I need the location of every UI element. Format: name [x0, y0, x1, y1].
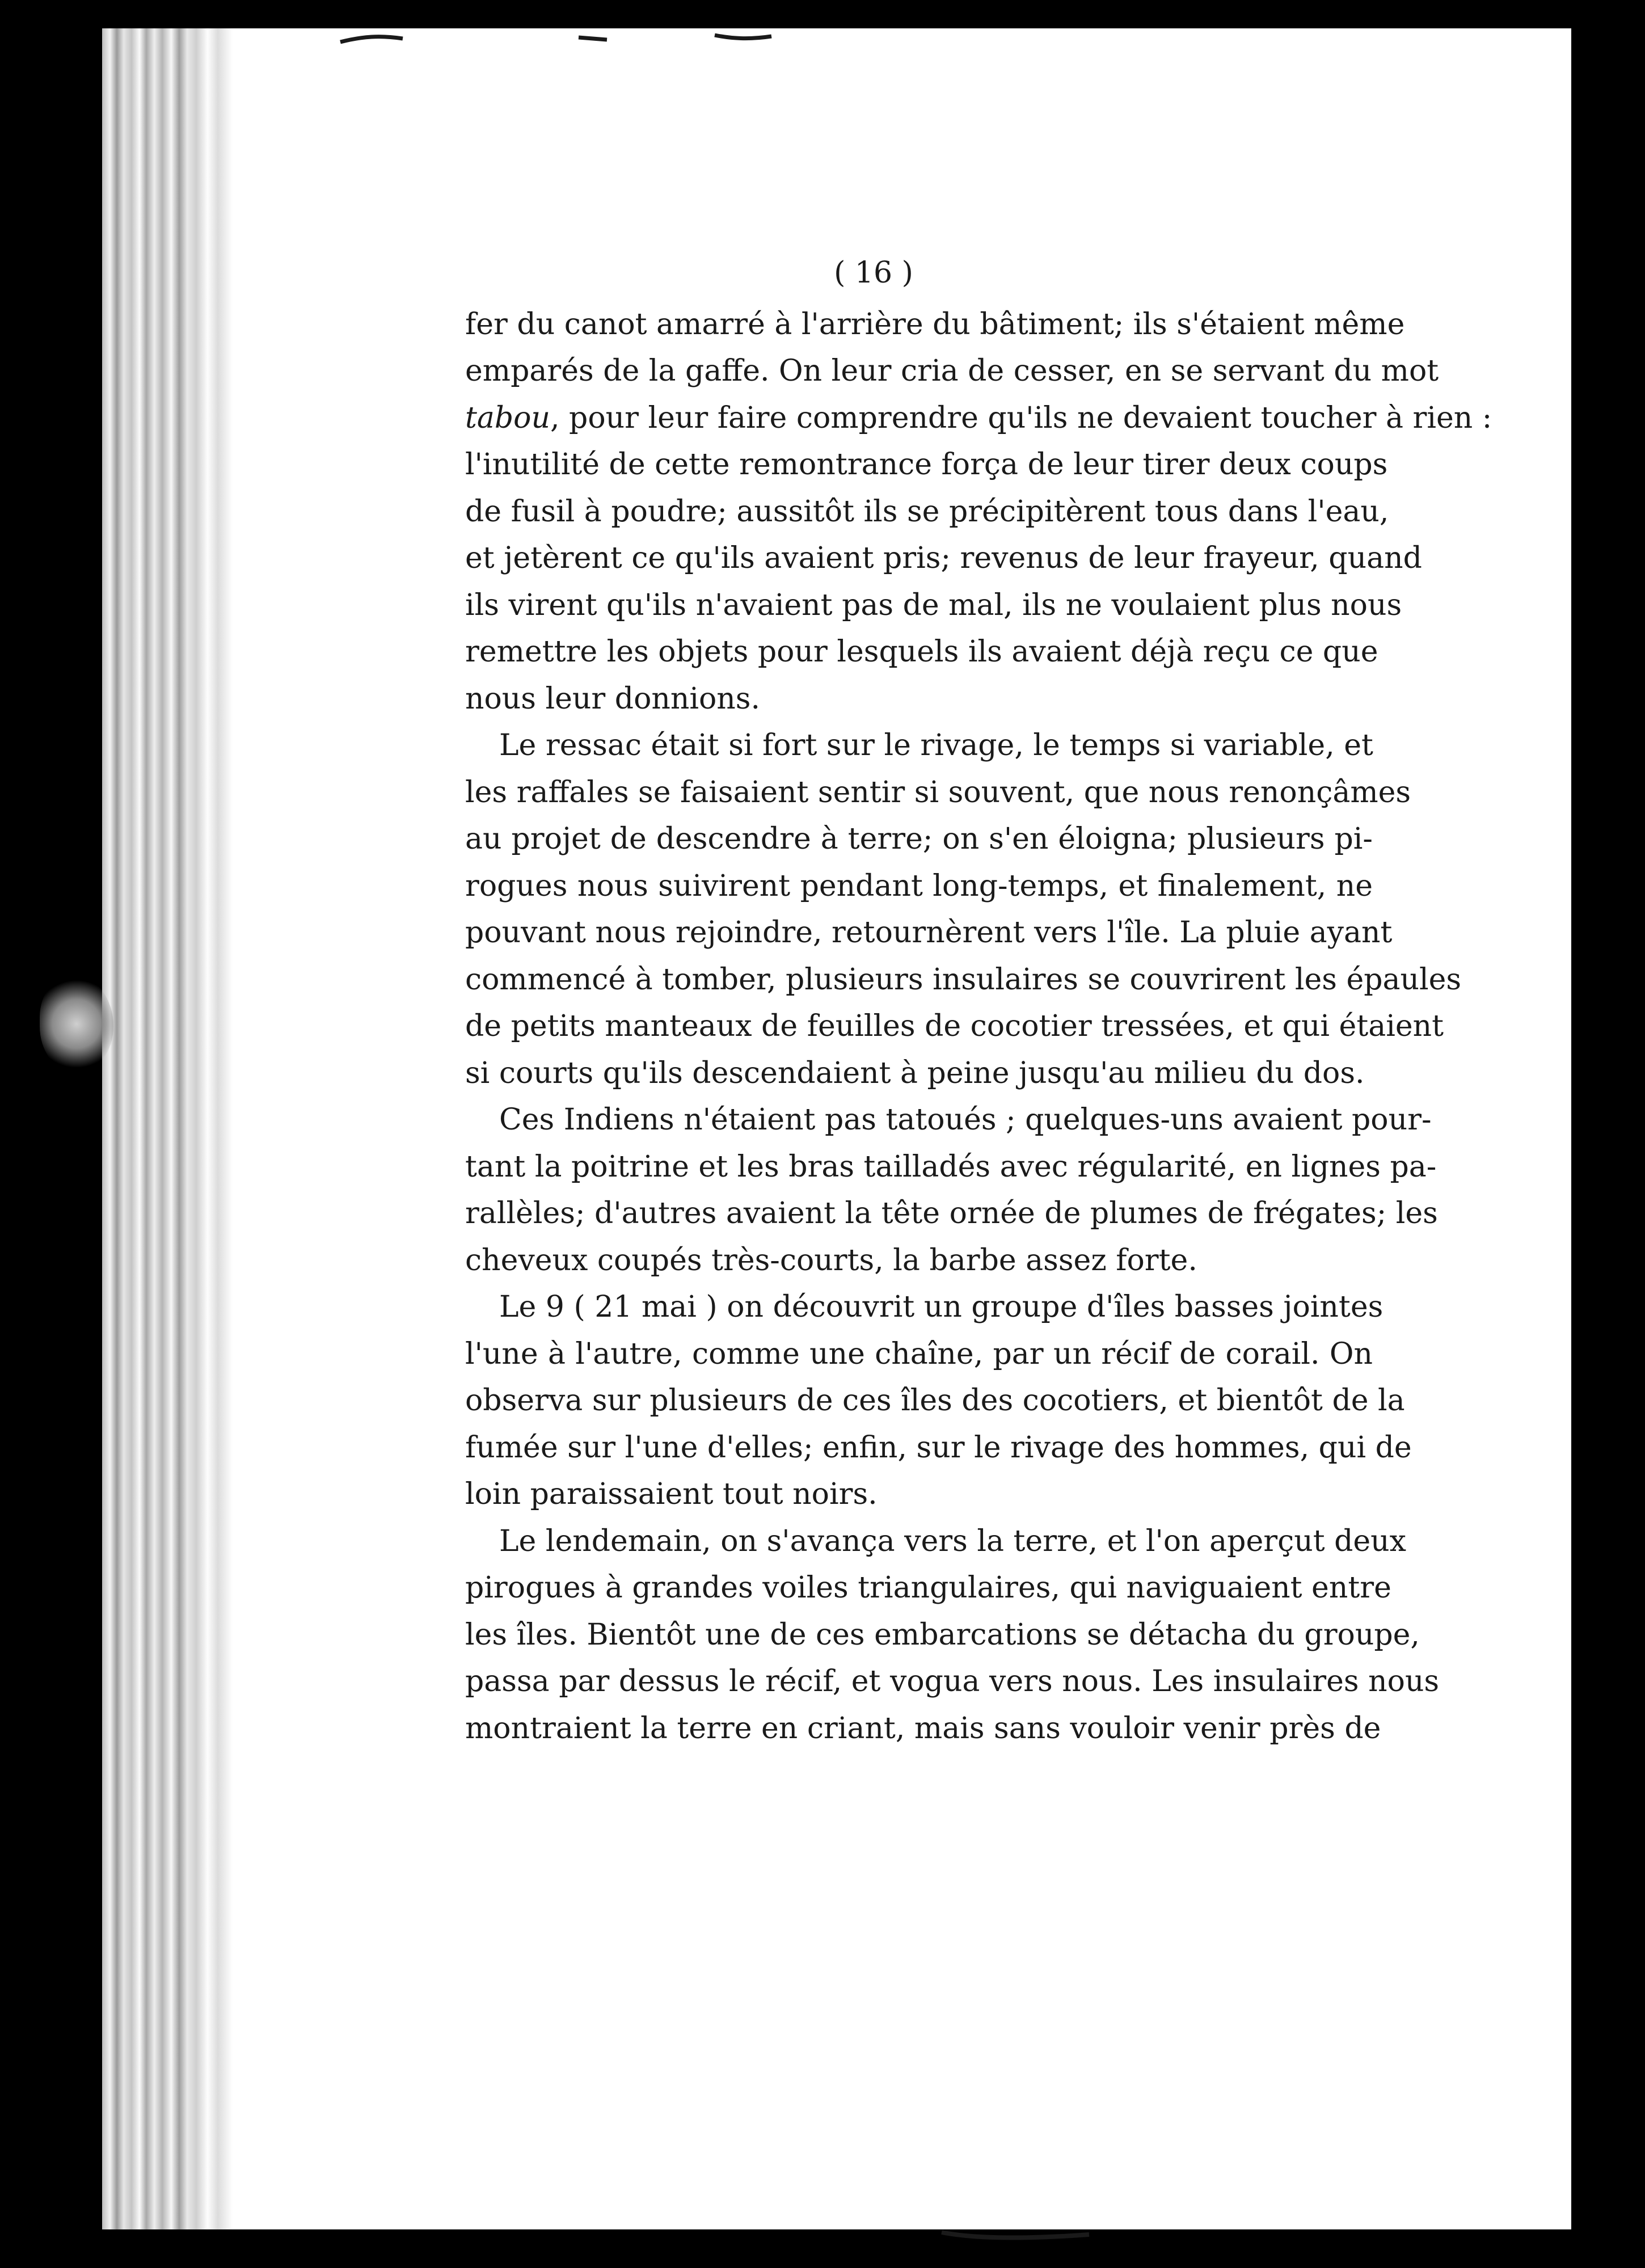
text-line: montraient la terre en criant, mais sans vouloir venir près de — [465, 1711, 1381, 1746]
text-line: au projet de descendre à terre; on s'en éloigna; plusieurs pi- — [465, 822, 1373, 856]
text-line: Ces Indiens n'étaient pas tatoués ; quelques-uns avaient pour- — [499, 1103, 1432, 1137]
paragraph — [465, 1097, 1438, 1284]
text-line: l'une à l'autre, comme une chaîne, par un récif de corail. On — [465, 1337, 1373, 1371]
text-line: si courts qu'ils descendaient à peine jusqu'au milieu du dos. — [465, 1056, 1365, 1090]
text-line: de petits manteaux de feuilles de cocotier tressées, et qui étaient — [465, 1009, 1444, 1043]
text-line: commencé à tomber, plusieurs insulaires se couvrirent les épaules — [465, 962, 1462, 997]
scan-top-mark — [340, 33, 771, 45]
text-line: pirogues à grandes voiles triangulaires, qui naviguaient entre — [465, 1571, 1391, 1605]
text-line: emparés de la gaffe. On leur cria de cesser, en se servant du mot — [465, 354, 1439, 388]
text-line: ils virent qu'ils n'avaient pas de mal, ils ne voulaient plus nous — [465, 588, 1402, 622]
text-line: les îles. Bientôt une de ces embarcations se détacha du groupe, — [465, 1617, 1420, 1652]
paragraph — [465, 722, 1462, 1097]
text-line: tabou, pour leur faire comprendre qu'ils ne devaient toucher à rien : — [465, 401, 1492, 435]
page-text — [465, 250, 1492, 1752]
paragraph — [465, 1284, 1412, 1518]
text-line: Le lendemain, on s'avança vers la terre, et l'on aperçut deux — [499, 1524, 1406, 1558]
text-line: rogues nous suivirent pendant long-temps, et finalement, ne — [465, 869, 1373, 903]
text-line: fer du canot amarré à l'arrière du bâtiment; ils s'étaient même — [465, 307, 1405, 342]
text-line: cheveux coupés très-courts, la barbe assez forte. — [465, 1243, 1197, 1278]
text-line: loin paraissaient tout noirs. — [465, 1477, 878, 1511]
page-gutter — [102, 28, 233, 2229]
text-line: fumée sur l'une d'elles; enfin, sur le rivage des hommes, qui de — [465, 1430, 1412, 1465]
text-line: nous leur donnions. — [465, 681, 760, 716]
paragraph — [465, 1518, 1440, 1752]
scan-border-right — [1571, 0, 1645, 2268]
scan-bottom-mark — [942, 2227, 1089, 2241]
paragraphs — [465, 301, 1492, 1752]
text-line: remettre les objets pour lesquels ils avaient déjà reçu ce que — [465, 635, 1378, 669]
page-number: ( 16 ) — [834, 256, 913, 290]
text-line: rallèles; d'autres avaient la tête ornée de plumes de frégates; les — [465, 1196, 1438, 1230]
text-line: pouvant nous rejoindre, retournèrent vers l'île. La pluie ayant — [465, 916, 1393, 950]
text-line: observa sur plusieurs de ces îles des cocotiers, et bientôt de la — [465, 1384, 1405, 1418]
text-line: l'inutilité de cette remontrance força de leur tirer deux coups — [465, 448, 1388, 482]
text-line: et jetèrent ce qu'ils avaient pris; revenus de leur frayeur, quand — [465, 541, 1422, 575]
text-line: passa par dessus le récif, et vogua vers nous. Les insulaires nous — [465, 1664, 1440, 1698]
text-line: Le 9 ( 21 mai ) on découvrit un groupe d'îles basses jointes — [499, 1290, 1384, 1324]
text-line: Le ressac était si fort sur le rivage, le temps si variable, et — [499, 728, 1373, 762]
paragraph — [465, 301, 1492, 723]
text-line: tant la poitrine et les bras tailladés avec régularité, en lignes pa- — [465, 1149, 1437, 1184]
text-line: les raffales se faisaient sentir si souvent, que nous renonçâmes — [465, 775, 1411, 810]
text-line: de fusil à poudre; aussitôt ils se précipitèrent tous dans l'eau, — [465, 494, 1389, 529]
